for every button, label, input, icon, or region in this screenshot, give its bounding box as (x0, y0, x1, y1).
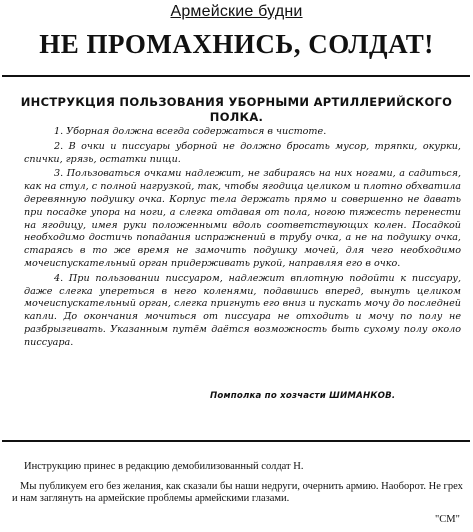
editorial-sign-off: "СМ" (435, 514, 460, 525)
instruction-title: ИНСТРУКЦИЯ ПОЛЬЗОВАНИЯ УБОРНЫМИ АРТИЛЛЕРИЙСКОГО ПОЛКА. (20, 95, 453, 124)
instruction-paragraph-1: 1. Уборная должна всегда содержаться в чистоте. (54, 126, 327, 137)
signature: Помполка по хозчасти ШИМАНКОВ. (210, 391, 396, 401)
instruction-paragraph-2: 2. В очки и писсуары уборной не должно бросать мусор, тряпки, окурки, спички, грязь, остатки пищи. (24, 140, 461, 165)
bottom-divider (2, 440, 470, 442)
editorial-note-source: Инструкцию принес в редакцию демобилизованный солдат Н. (24, 461, 304, 472)
editorial-note-comment: Мы публикуем его без желания, как сказали бы наши недруги, очернить армию. Наоборот. Не грех и нам заглянуть на армейские проблемы армейскими глазами. (12, 481, 463, 504)
instruction-paragraph-4: 4. При пользовании писсуаром, надлежит вплотную подойти к писсуару, даже слегка упереться в него коленями, подавшись вперед, вынуть целиком мочеиспускательный орган, слегка пригнуть его вниз и пускать мочу до последней капли. До окончания мочиться от писсуара не отходить и мочу по полу не разбрызгивать. Указанным путём даётся возможность быть сухому полу около писсуара. (24, 272, 461, 348)
section-rubric: Армейские будни (170, 3, 303, 20)
top-divider (2, 75, 470, 77)
instruction-body (24, 126, 461, 352)
instruction-paragraph-3: 3. Пользоваться очками надлежит, не забираясь на них ногами, а садиться, как на стул, с полной нагрузкой, так, чтобы ягодица целиком и плотно обхватила деревянную подушку очка. Корпус тела держать прямо и совершенно не давать при посадке упора на ноги, а слегка отдавая от пола, ногою тяжесть перенести на ягодицу, имея руки положенными вдоль соответствующих колен. Посадкой необходимо достичь попадания испражнений в трубу очка, а не на подушку очка, стараясь в то же время не замочить подушку мочей, для чего необходимо мочеиспускательный орган придерживать рукой, направляя его в очко. (24, 168, 461, 269)
headline: НЕ ПРОМАХНИСЬ, СОЛДАТ! (39, 29, 434, 59)
